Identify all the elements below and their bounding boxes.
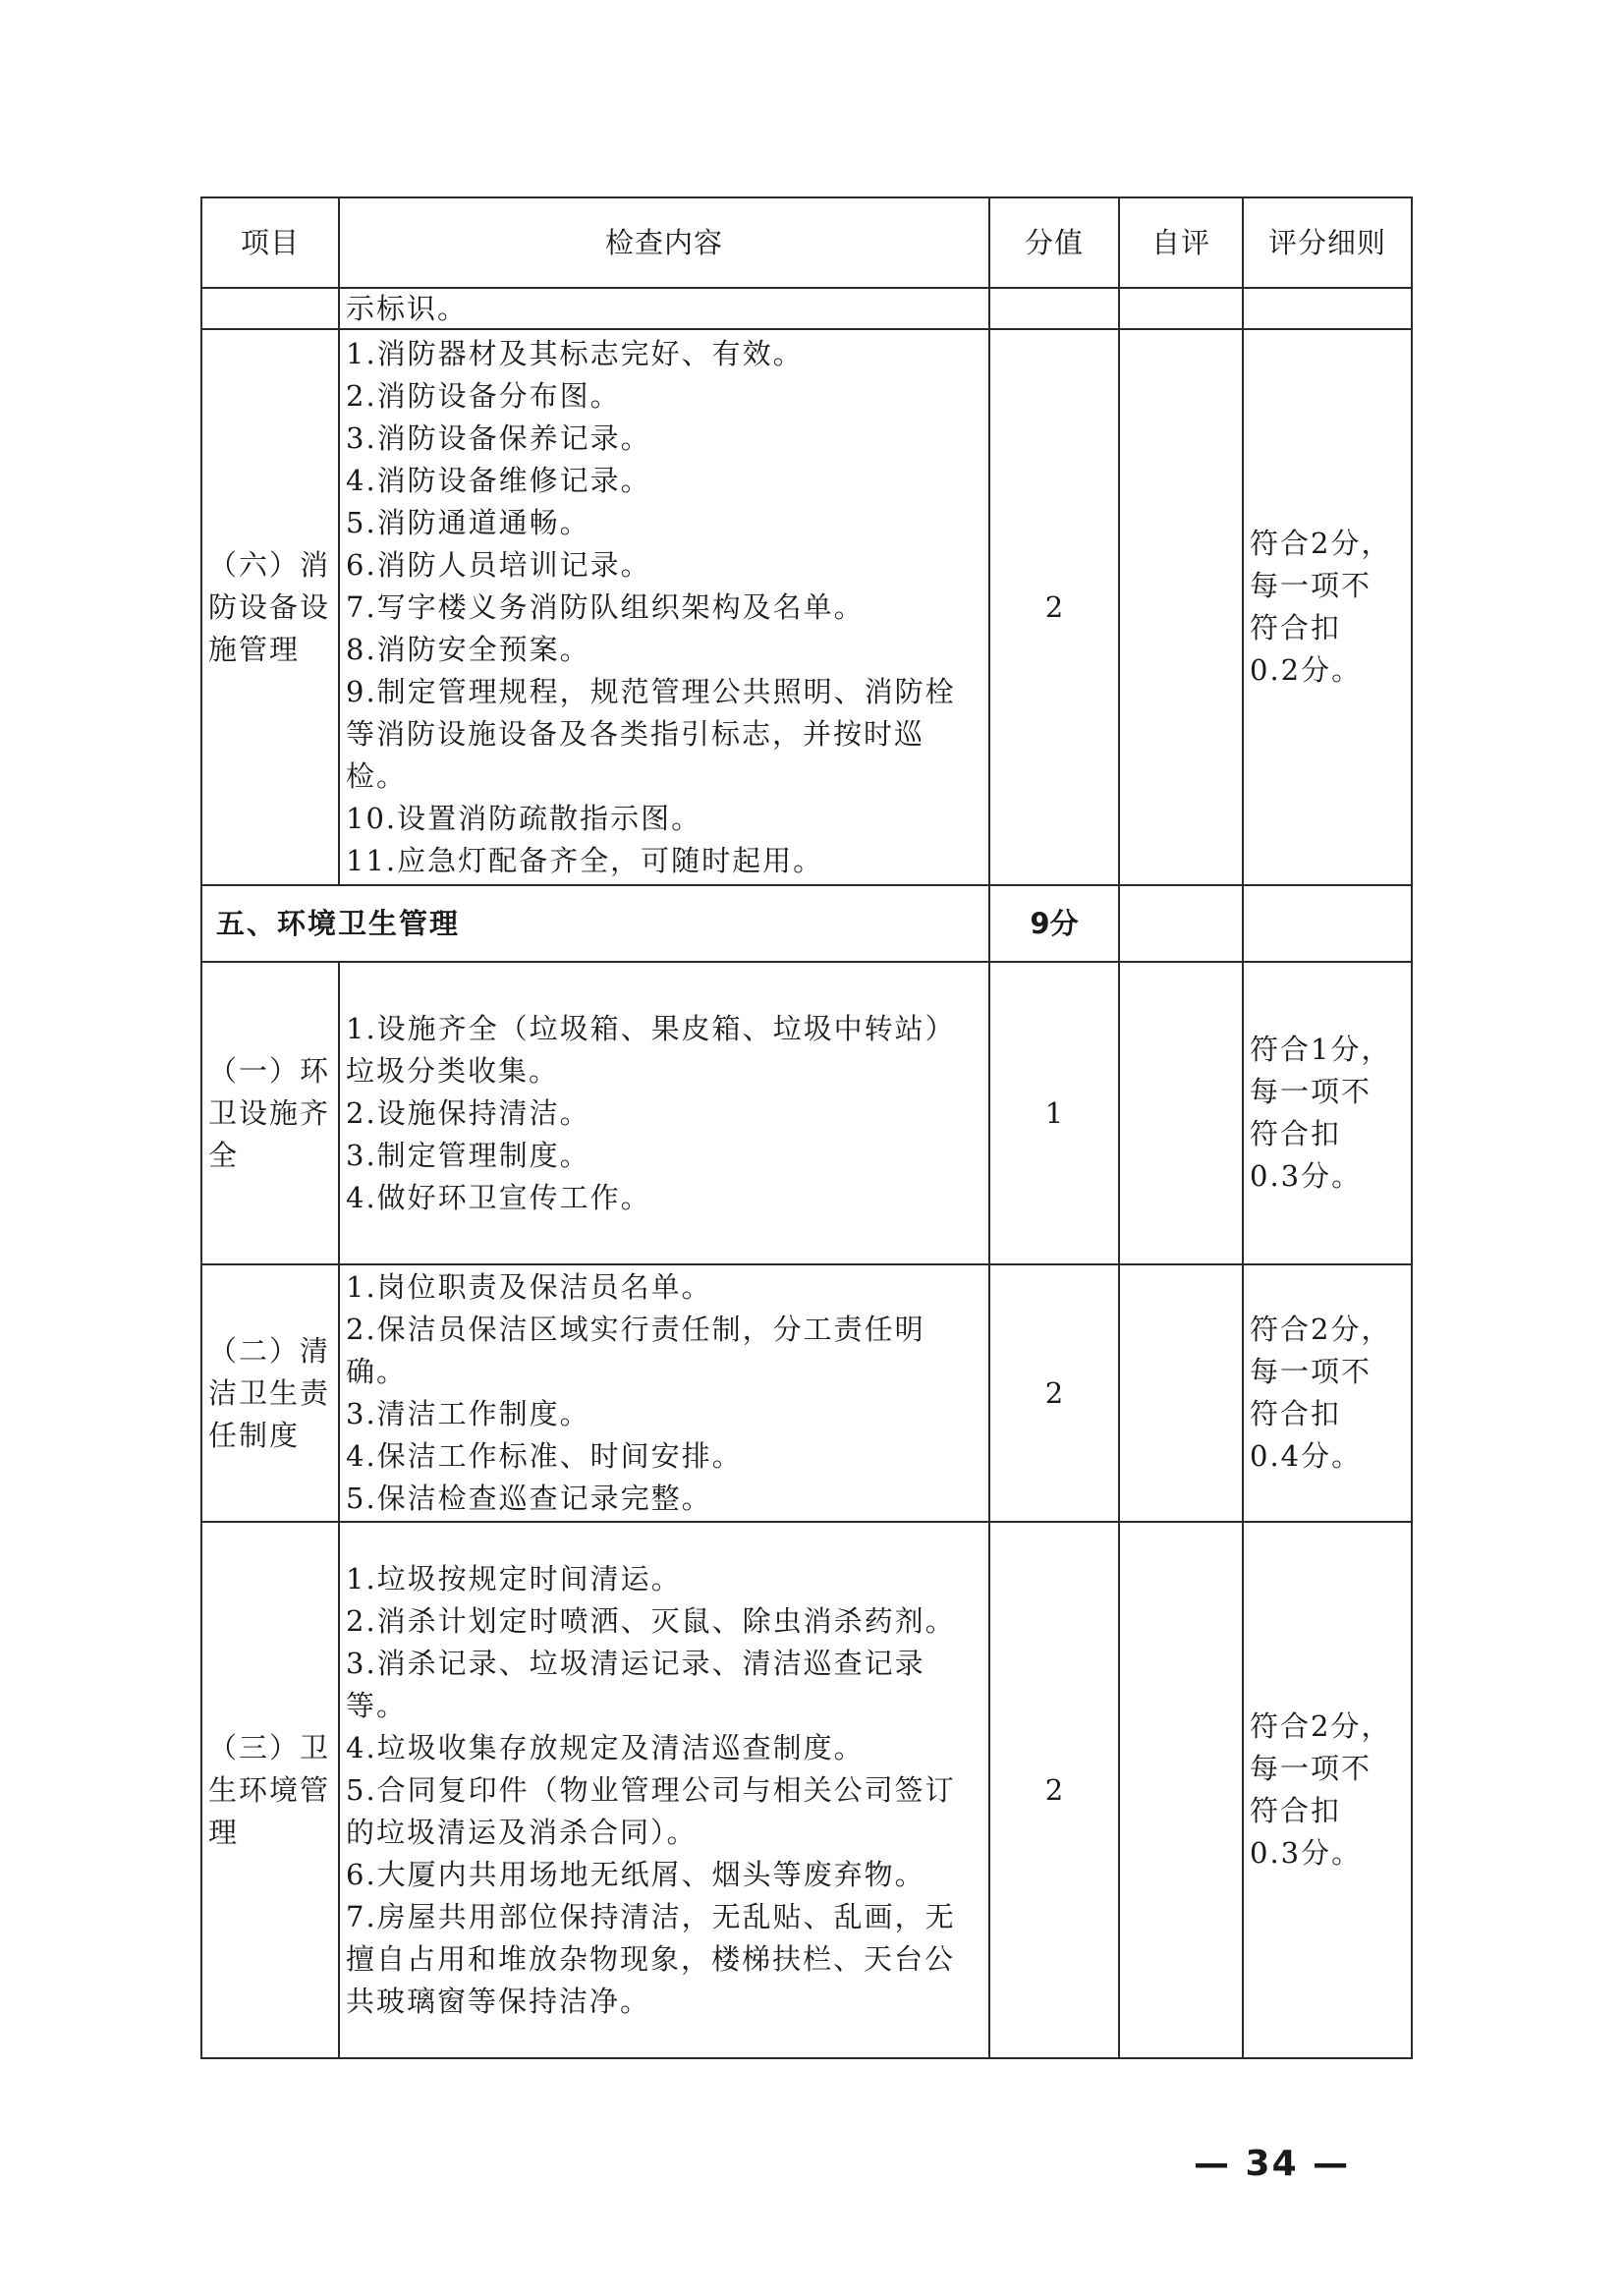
cell-content: [339, 962, 989, 1264]
cell-content: 示标识。: [339, 288, 989, 329]
cell-item: （一）环卫设施齐全: [201, 962, 339, 1264]
rule-line: 符合扣: [1250, 611, 1342, 644]
rule-line: 0.2分。: [1250, 653, 1363, 687]
cell-content: [339, 1264, 989, 1522]
cell-rule: [1243, 288, 1412, 329]
cell-rule: [1243, 885, 1412, 962]
section-score: 9分: [989, 885, 1119, 962]
content-line: 4.做好环卫宣传工作。: [346, 1180, 651, 1214]
table-row-cleaning-responsibility: [201, 1264, 1412, 1522]
content-line: 5.消防通道通畅。: [346, 505, 590, 539]
content-line: 9.制定管理规程，规范管理公共照明、消防栓等消防设施设备及各类指引标志，并按时巡检。: [346, 674, 956, 793]
rule-line: 每一项不: [1250, 1752, 1372, 1785]
page-number: — 34 —: [1194, 2144, 1351, 2184]
content-line: 1.岗位职责及保洁员名单。: [346, 1270, 712, 1304]
cell-self-eval: [1119, 885, 1243, 962]
cell-self-eval: [1119, 1522, 1243, 2058]
table-row-sanitation-facilities: [201, 962, 1412, 1264]
section-heading-row: [201, 885, 1412, 962]
inspection-table: [200, 196, 1413, 2059]
table-row-fire-management: [201, 329, 1412, 885]
cell-item: [201, 288, 339, 329]
content-line: 11.应急灯配备齐全，可随时起用。: [346, 843, 824, 877]
cell-self-eval: [1119, 1264, 1243, 1522]
content-line: 1.垃圾按规定时间清运。: [346, 1561, 682, 1595]
cell-score: 2: [989, 1264, 1119, 1522]
section-title: 五、环境卫生管理: [201, 885, 989, 962]
rule-line: 符合1分，: [1250, 1033, 1392, 1066]
header-item: 项目: [201, 197, 339, 288]
rule-line: 每一项不: [1250, 1075, 1372, 1108]
cell-content: [339, 1522, 989, 2058]
rule-line: 每一项不: [1250, 1355, 1372, 1388]
cell-self-eval: [1119, 962, 1243, 1264]
content-line: 4.保洁工作标准、时间安排。: [346, 1439, 743, 1473]
rule-line: 0.4分。: [1250, 1439, 1363, 1473]
cell-rule: [1243, 1264, 1412, 1522]
content-line: 2.消防设备分布图。: [346, 378, 621, 413]
cell-score: 2: [989, 1522, 1119, 2058]
header-self-eval: 自评: [1119, 197, 1243, 288]
content-line: 1.消防器材及其标志完好、有效。: [346, 336, 804, 370]
header-score: 分值: [989, 197, 1119, 288]
cell-item: （三）卫生环境管理: [201, 1522, 339, 2058]
cell-score: [989, 288, 1119, 329]
content-line: 2.设施保持清洁。: [346, 1095, 590, 1130]
header-content: 检查内容: [339, 197, 989, 288]
header-rule: 评分细则: [1243, 197, 1412, 288]
rule-line: 符合扣: [1250, 1794, 1342, 1827]
rule-line: 0.3分。: [1250, 1836, 1363, 1870]
rule-line: 符合2分，: [1250, 527, 1392, 560]
rule-line: 符合2分，: [1250, 1709, 1392, 1743]
rule-line: 每一项不: [1250, 569, 1372, 602]
table-row-continuation: [201, 288, 1412, 329]
content-line: 1.设施齐全（垃圾箱、果皮箱、垃圾中转站）垃圾分类收集。: [346, 1011, 956, 1088]
content-line: 6.消防人员培训记录。: [346, 547, 651, 582]
rule-line: 符合2分，: [1250, 1313, 1392, 1346]
content-line: 3.消防设备保养记录。: [346, 420, 651, 455]
content-line: 3.消杀记录、垃圾清运记录、清洁巡查记录等。: [346, 1646, 925, 1722]
cell-self-eval: [1119, 329, 1243, 885]
cell-item: （六）消防设备设施管理: [201, 329, 339, 885]
cell-rule: [1243, 329, 1412, 885]
cell-self-eval: [1119, 288, 1243, 329]
content-line: 2.消杀计划定时喷洒、灭鼠、除虫消杀药剂。: [346, 1603, 956, 1638]
cell-score: 2: [989, 329, 1119, 885]
cell-rule: [1243, 962, 1412, 1264]
content-line: 2.保洁员保洁区域实行责任制，分工责任明确。: [346, 1313, 925, 1388]
content-line: 7.房屋共用部位保持清洁，无乱贴、乱画，无擅自占用和堆放杂物现象，楼梯扶栏、天台公共玻璃窗等保持洁净。: [346, 1899, 956, 2018]
content-line: 5.保洁检查巡查记录完整。: [346, 1482, 712, 1515]
content-line: 4.垃圾收集存放规定及清洁巡查制度。: [346, 1730, 865, 1764]
cell-rule: [1243, 1522, 1412, 2058]
cell-content: [339, 329, 989, 885]
content-line: 4.消防设备维修记录。: [346, 463, 651, 497]
content-line: 6.大厦内共用场地无纸屑、烟头等废弃物。: [346, 1857, 925, 1891]
rule-line: 符合扣: [1250, 1117, 1342, 1150]
content-line: 5.合同复印件（物业管理公司与相关公司签订的垃圾清运及消杀合同）。: [346, 1772, 956, 1849]
cell-item: （二）清洁卫生责任制度: [201, 1264, 339, 1522]
content-line: 10.设置消防疏散指示图。: [346, 801, 702, 835]
rule-line: 0.3分。: [1250, 1159, 1363, 1193]
content-line: 3.清洁工作制度。: [346, 1397, 590, 1430]
cell-score: 1: [989, 962, 1119, 1264]
table-row-hygiene-management: [201, 1522, 1412, 2058]
rule-line: 符合扣: [1250, 1397, 1342, 1430]
content-line: 3.制定管理制度。: [346, 1138, 590, 1172]
content-line: 7.写字楼义务消防队组织架构及名单。: [346, 589, 865, 624]
content-line: 8.消防安全预案。: [346, 632, 590, 666]
table-header-row: [201, 197, 1412, 288]
